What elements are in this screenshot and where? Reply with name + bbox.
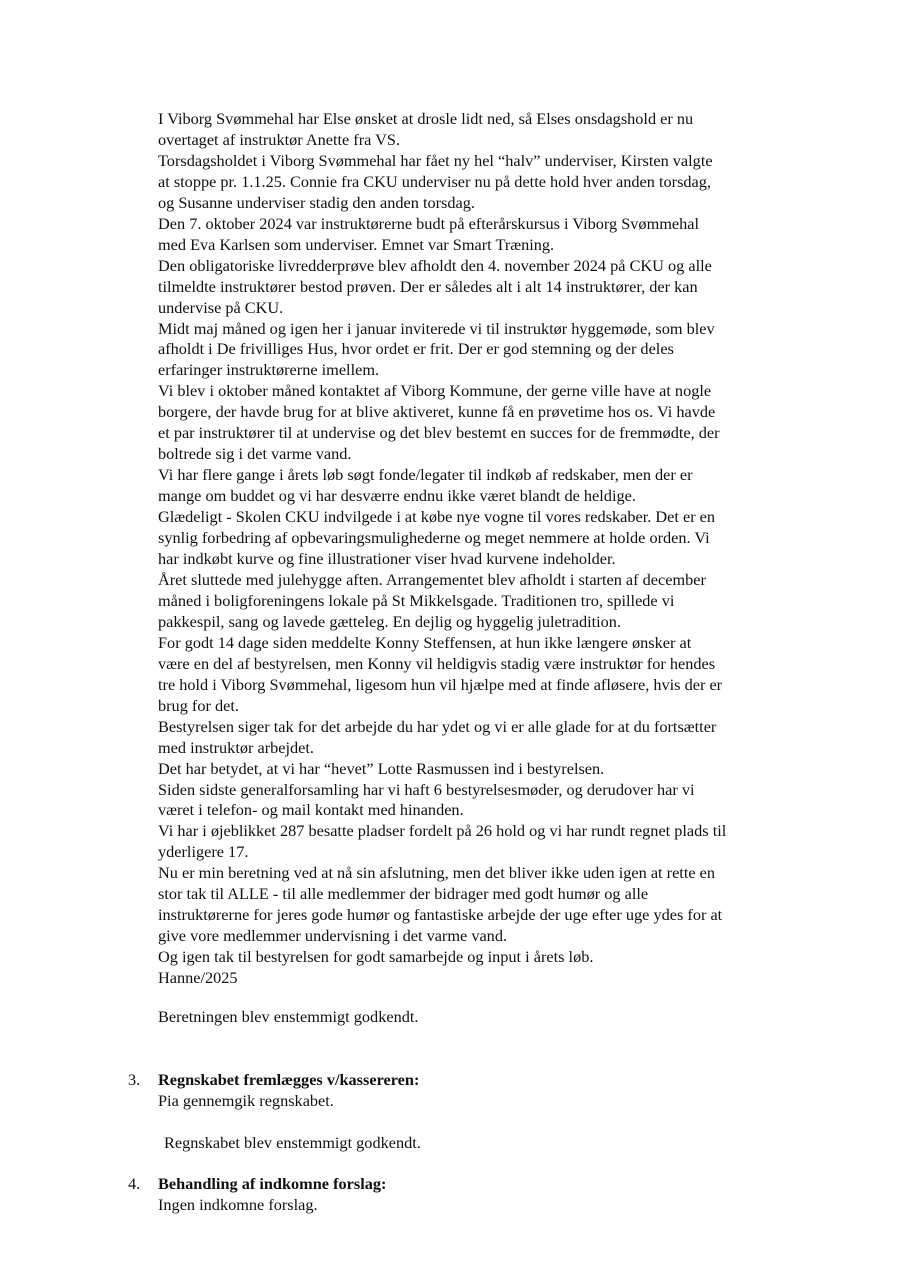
agenda-item-heading: Behandling af indkomne forslag: bbox=[158, 1174, 387, 1193]
report-line: Torsdagsholdet i Viborg Svømmehal har fået ny hel “halv” underviser, Kirsten valgte bbox=[158, 150, 713, 170]
agenda-item-heading: Regnskabet fremlægges v/kassereren: bbox=[158, 1070, 420, 1089]
report-line: Året sluttede med julehygge aften. Arrangementet blev afholdt i starten af december bbox=[158, 569, 706, 589]
report-line: et par instruktører til at undervise og det blev bestemt en succes for de fremmødte, der bbox=[158, 423, 720, 443]
report-line: tre hold i Viborg Svømmehal, ligesom hun vil hjælpe med at finde afløsere, hvis der er bbox=[158, 674, 723, 694]
report-line: Vi har flere gange i årets løb søgt fonde/legater til indkøb af redskaber, men der er bbox=[158, 465, 693, 485]
report-line: overtaget af instruktør Anette fra VS. bbox=[158, 129, 401, 149]
report-line: instruktørerne for jeres gode humør og fantastiske arbejde der uge efter uge ydes for at bbox=[158, 905, 723, 925]
report-line: Den obligatoriske livredderprøve blev afholdt den 4. november 2024 på CKU og alle bbox=[158, 255, 712, 275]
report-line: For godt 14 dage siden meddelte Konny Steffensen, at hun ikke længere ønsker at bbox=[158, 632, 692, 652]
report-line: afholdt i De frivilliges Hus, hvor ordet er frit. Der er god stemning og der deles bbox=[158, 339, 674, 359]
report-line: være en del af bestyrelsen, men Konny vil heldigvis stadig være instruktør for hendes bbox=[158, 653, 716, 673]
agenda-item-3 bbox=[128, 1069, 421, 1153]
report-line: Vi har i øjeblikket 287 besatte pladser fordelt på 26 hold og vi har rundt regnet plads til bbox=[158, 821, 727, 841]
annual-report-text bbox=[158, 109, 798, 989]
agenda-item-approval: Regnskabet blev enstemmigt godkendt. bbox=[164, 1133, 421, 1152]
report-line: undervise på CKU. bbox=[158, 297, 284, 317]
report-line: mange om buddet og vi har desværre endnu ikke været blandt de heldige. bbox=[158, 486, 636, 506]
report-line: at stoppe pr. 1.1.25. Connie fra CKU underviser nu på dette hold hver anden torsdag, bbox=[158, 171, 711, 191]
report-line: brug for det. bbox=[158, 695, 239, 715]
agenda-item-number: 3. bbox=[128, 1070, 141, 1089]
report-line: og Susanne underviser stadig den anden torsdag. bbox=[158, 192, 475, 212]
report-line: tilmeldte instruktører bestod prøven. Der er således alt i alt 14 instruktører, der kan bbox=[158, 276, 698, 296]
report-line: Og igen tak til bestyrelsen for godt samarbejde og input i årets løb. bbox=[158, 947, 594, 967]
report-line: boltrede sig i det varme vand. bbox=[158, 444, 352, 464]
report-approval-text: Beretningen blev enstemmigt godkendt. bbox=[158, 1007, 419, 1026]
report-line: Det har betydet, at vi har “hevet” Lotte Rasmussen ind i bestyrelsen. bbox=[158, 758, 605, 778]
report-line: erfaringer instruktørerne imellem. bbox=[158, 360, 380, 380]
report-line: med instruktør arbejdet. bbox=[158, 737, 314, 757]
report-line: stor tak til ALLE - til alle medlemmer der bidrager med godt humør og alle bbox=[158, 884, 649, 904]
agenda-item-text: Pia gennemgik regnskabet. bbox=[158, 1091, 334, 1110]
report-line: Bestyrelsen siger tak for det arbejde du har ydet og vi er alle glade for at du fortsætter bbox=[158, 716, 717, 736]
report-line: været i telefon- og mail kontakt med hinanden. bbox=[158, 800, 464, 820]
agenda-item-4 bbox=[128, 1173, 386, 1215]
report-line: synlig forbedring af opbevaringsmulighederne og meget nemmere at holde orden. Vi bbox=[158, 528, 710, 548]
report-line: Glædeligt - Skolen CKU indvilgede i at købe nye vogne til vores redskaber. Det er en bbox=[158, 507, 716, 527]
report-line: Hanne/2025 bbox=[158, 968, 238, 988]
report-line: borgere, der havde brug for at blive aktiveret, kunne få en prøvetime hos os. Vi havde bbox=[158, 402, 716, 422]
report-line: yderligere 17. bbox=[158, 842, 249, 862]
report-line: Siden sidste generalforsamling har vi haft 6 bestyrelsesmøder, og derudover har vi bbox=[158, 779, 695, 799]
report-line: Nu er min beretning ved at nå sin afslutning, men det bliver ikke uden igen at rette en bbox=[158, 863, 716, 883]
report-line: har indkøbt kurve og fine illustrationer viser hvad kurvene indeholder. bbox=[158, 549, 616, 569]
report-line: I Viborg Svømmehal har Else ønsket at drosle lidt ned, så Elses onsdagshold er nu bbox=[158, 109, 694, 128]
report-line: give vore medlemmer undervisning i det varme vand. bbox=[158, 926, 508, 946]
agenda-item-text: Ingen indkomne forslag. bbox=[158, 1195, 318, 1214]
report-line: Midt maj måned og igen her i januar inviterede vi til instruktør hyggemøde, som blev bbox=[158, 318, 715, 338]
report-line: Vi blev i oktober måned kontaktet af Viborg Kommune, der gerne ville have at nogle bbox=[158, 381, 712, 401]
agenda-item-number: 4. bbox=[128, 1174, 141, 1193]
report-line: måned i boligforeningens lokale på St Mikkelsgade. Traditionen tro, spillede vi bbox=[158, 590, 675, 610]
report-line: med Eva Karlsen som underviser. Emnet var Smart Træning. bbox=[158, 234, 555, 254]
report-line: Den 7. oktober 2024 var instruktørerne budt på efterårskursus i Viborg Svømmehal bbox=[158, 213, 700, 233]
report-line: pakkespil, sang og lavede gætteleg. En dejlig og hyggelig juletradition. bbox=[158, 611, 622, 631]
